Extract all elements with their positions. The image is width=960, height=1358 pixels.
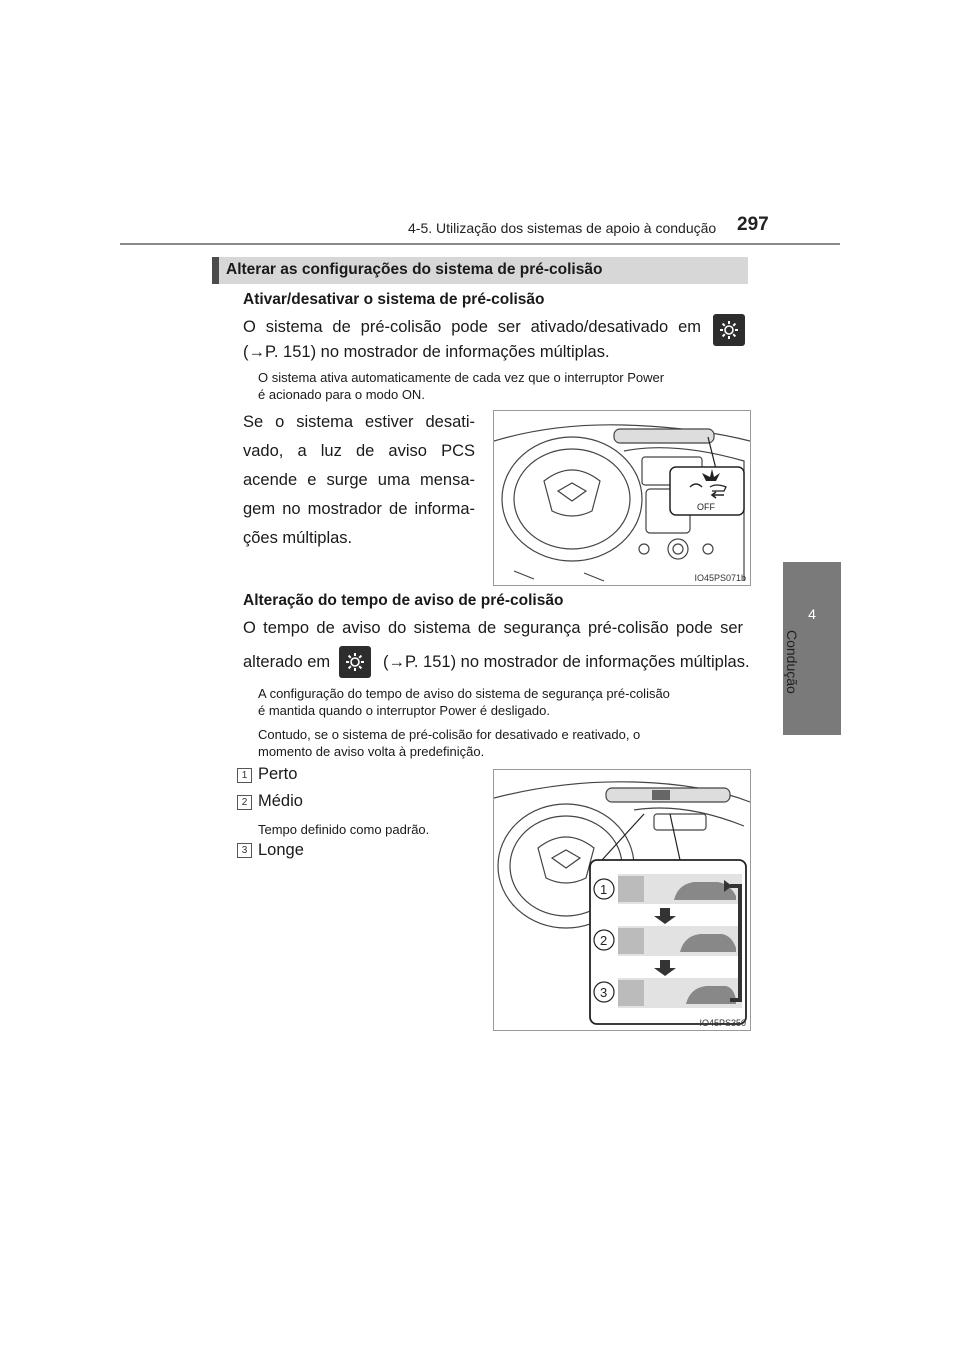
figure-id: IO45PS350 <box>699 1018 746 1028</box>
block2-note2-line2: momento de aviso volta à predefinição. <box>258 744 485 759</box>
list-number: 3 <box>237 843 252 858</box>
para-line: acende e surge uma mensa- <box>243 471 475 489</box>
section-bar-accent <box>212 257 219 284</box>
figure-dashboard-pcs-off <box>493 410 751 586</box>
block2-line1: O tempo de aviso do sistema de segurança pré-colisão pode ser <box>243 619 743 637</box>
figure-id: IO45PS071b <box>694 573 746 583</box>
figure-warning-timing <box>493 769 751 1031</box>
para-line: gem no mostrador de informa- <box>243 500 475 518</box>
off-label: OFF <box>697 502 715 512</box>
heading-activate: Ativar/desativar o sistema de pré-colisão <box>243 291 545 308</box>
dashboard-illustration <box>494 411 750 585</box>
gear-icon <box>339 646 371 678</box>
list-number: 2 <box>237 795 252 810</box>
list-item: Médio <box>258 792 303 810</box>
para-line: Se o sistema estiver desati- <box>243 413 475 431</box>
block2-note1-line1: A configuração do tempo de aviso do sistema de segurança pré-colisão <box>258 686 670 701</box>
header-rule <box>120 243 840 245</box>
block1-line2: (→P. 151) no mostrador de informações múltiplas. <box>243 343 610 361</box>
timing-number: 1 <box>600 882 608 897</box>
page-number: 297 <box>737 214 769 235</box>
timing-number: 3 <box>600 985 608 1000</box>
para-line: vado, a luz de aviso PCS <box>243 442 475 460</box>
block1-line1: O sistema de pré-colisão pode ser ativado/desativado em <box>243 318 701 336</box>
block1-note-line1: O sistema ativa automaticamente de cada vez que o interruptor Power <box>258 370 665 385</box>
block2-line2-pre: alterado em <box>243 653 331 671</box>
block2-note2-line1: Contudo, se o sistema de pré-colisão for desativado e reativado, o <box>258 727 641 742</box>
list-number: 1 <box>237 768 252 783</box>
heading-warning-time: Alteração do tempo de aviso de pré-colisão <box>243 592 564 609</box>
running-header: 4-5. Utilização dos sistemas de apoio à condução <box>408 220 717 236</box>
gear-icon <box>713 314 745 346</box>
chapter-label-text: Condução <box>784 630 800 694</box>
list-item: Perto <box>258 765 298 783</box>
timing-illustration <box>494 770 750 1030</box>
chapter-number: 4 <box>808 606 816 622</box>
list-item-note: Tempo definido como padrão. <box>258 822 430 837</box>
section-title: Alterar as configurações do sistema de pré-colisão <box>226 261 603 278</box>
timing-number: 2 <box>600 933 608 948</box>
block1-paragraph <box>243 408 475 553</box>
list-item: Longe <box>258 841 304 859</box>
block1-note-line2: é acionado para o modo ON. <box>258 387 425 402</box>
block2-note1-line2: é mantida quando o interruptor Power é desligado. <box>258 703 550 718</box>
para-line: ções múltiplas. <box>243 529 353 547</box>
chapter-label <box>784 630 816 704</box>
block2-line2-post: (→P. 151) no mostrador de informações múltiplas. <box>383 653 750 671</box>
